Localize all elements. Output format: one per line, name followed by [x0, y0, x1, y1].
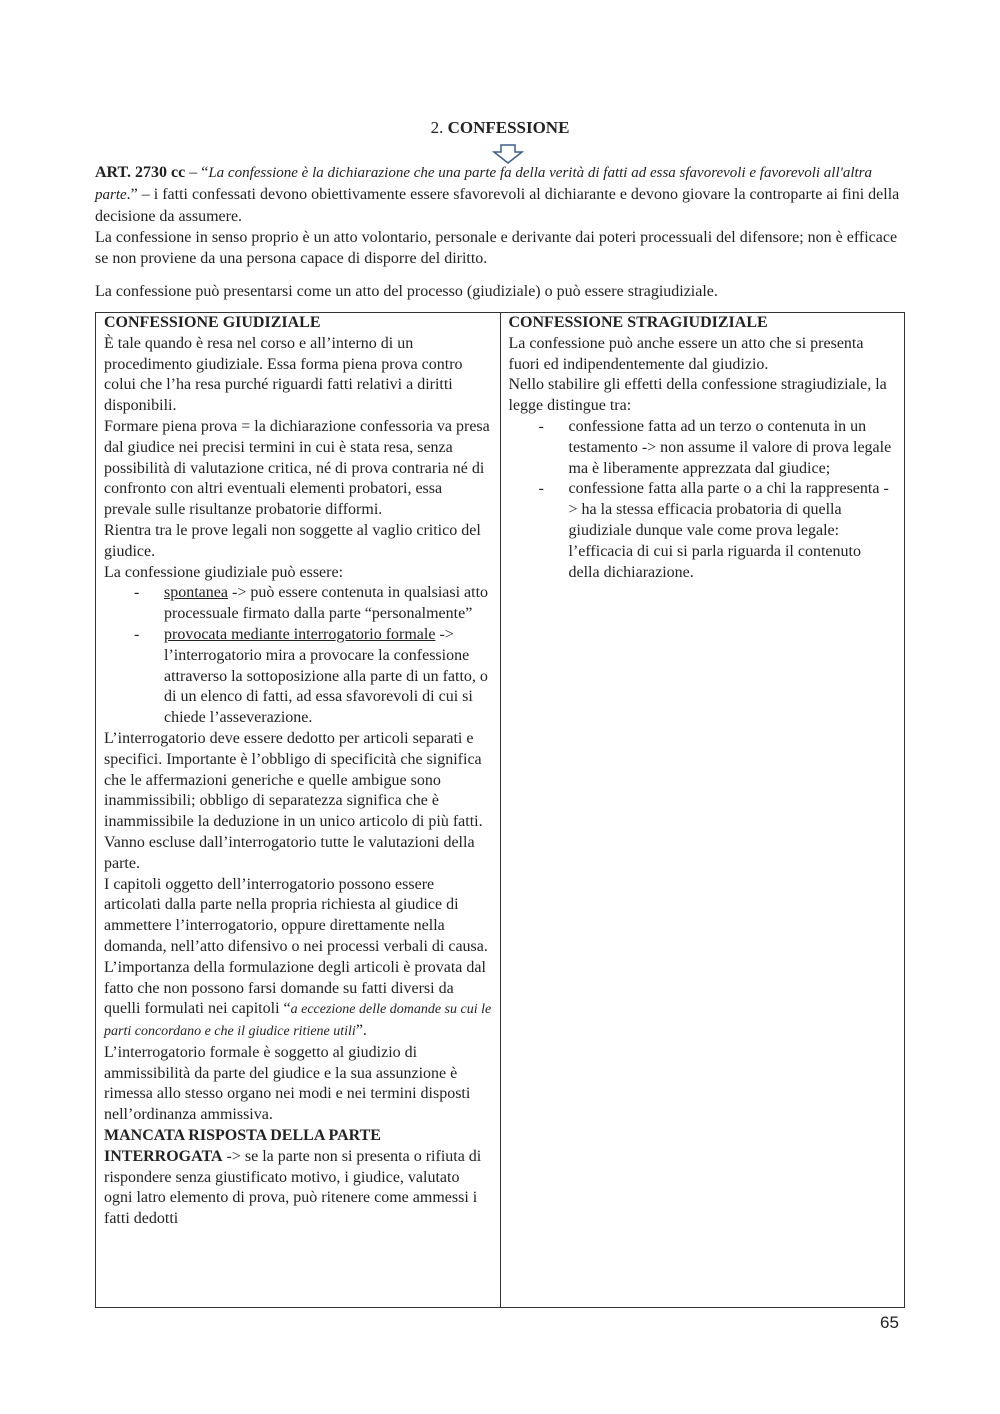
list-item [509, 479, 897, 583]
page-number: 65 [880, 1313, 899, 1332]
list-text: confessione fatta alla parte o a chi la rappresenta -> ha la stessa efficacia probatoria di quella giudiziale dunque vale come prova legale: l’efficacia di cui si parla riguarda il contenuto della dichiarazione. [568, 480, 889, 581]
intro-paragraph-3: La confessione può presentarsi come un atto del processo (giudiziale) o può essere stragiudiziale. [95, 283, 718, 300]
judicial-types-list [104, 583, 492, 729]
article-paragraph [95, 162, 907, 227]
p8-heading: MANCATA RISPOSTA DELLA PARTE INTERROGATA [104, 1127, 381, 1165]
extrajudicial-p2: Nello stabilire gli effetti della confessione stragiudiziale, la legge distingue tra: [508, 376, 887, 415]
p8-text: -> se la parte non si presenta o rifiuta di rispondere senza giustificato motivo, i giudice, valutato ogni latro elemento di prova, può ritenere come ammessi i fatti dedotti [104, 1147, 482, 1228]
extrajudicial-p1: La confessione può anche essere un atto che si presenta fuori ed indipendentemente dal giudizio. [508, 334, 864, 373]
extrajudicial-column [500, 313, 905, 1308]
list-dash: - [538, 480, 544, 498]
dash-separator: – “ [185, 164, 209, 181]
intro-paragraph-2: La confessione in senso proprio è un atto volontario, personale e derivante dai poteri processuali del difensore; non è efficace se non proviene da una persona capace di disporre del diritto. [95, 229, 898, 267]
extrajudicial-types-list [509, 417, 897, 583]
article-quote: La confessione è la dichiarazione che una parte fa della verità di fatti ad essa sfavorevoli e favorevoli all'altra parte [95, 165, 873, 203]
intro-block [95, 162, 907, 302]
section-title: CONFESSIONE [447, 118, 570, 137]
list-text: confessione fatta ad un terzo o contenuta in un testamento -> non assume il valore di prova legale ma è liberamente apprezzata dal giudice; [568, 417, 892, 477]
section-heading [0, 118, 1000, 138]
down-arrow-icon [492, 144, 524, 164]
list-term: spontanea [164, 584, 228, 602]
list-dash: - [134, 584, 140, 602]
judicial-p2: Formare piena prova = la dichiarazione confessoria va presa dal giudice nei precisi termini in cui è stata resa, senza possibilità di valutazione critica, né di prova contraria né di confronto con altri eventuali elementi probatori, essa prevale sulle risultanze probatorie difformi. [104, 417, 490, 519]
p6-end: ”. [355, 1022, 367, 1040]
list-item [104, 625, 492, 729]
judicial-title: CONFESSIONE GIUDIZIALE [104, 314, 321, 331]
p6-start: I capitoli oggetto dell’interrogatorio possono essere articolati dalla parte nella propria richiesta al giudice di ammettere l’interrogatorio, oppure direttamente nella domanda, nell’atto difensivo o nei processi verbali di causa. L’importanza della formulazione degli articoli è provata dal fatto che non possono farsi domande su fatti diversi da quelli formulati nei capitoli “ [104, 875, 488, 1018]
judicial-p7: L’interrogatorio formale è soggetto al giudizio di ammissibilità da parte del giudice e la sua assunzione è rimessa allo stesso organo nei modi e nei termini disposti nell’ordinanza ammissiva. [104, 1043, 471, 1124]
list-text: -> può essere contenuta in qualsiasi atto processuale firmato dalla parte “personalmente” [164, 584, 489, 623]
extrajudicial-title: CONFESSIONE STRAGIUDIZIALE [508, 314, 768, 331]
judicial-p1: È tale quando è resa nel corso e all’interno di un procedimento giudiziale. Essa forma piena prova contro colui che l’ha resa purché riguardi fatti relativi a diritti disponibili. [104, 334, 463, 415]
judicial-p3: Rientra tra le prove legali non soggette al vaglio critico del giudice. [104, 521, 481, 560]
list-item [509, 417, 897, 479]
p6-quote: a eccezione delle domande su cui le parti concordano e che il giudice ritiene utili [104, 1002, 492, 1040]
list-text: -> l’interrogatorio mira a provocare la confessione attraverso la sottoposizione alla parte di un fatto, o di un elenco di fatti, ad essa sfavorevoli di cui si chiede l’asseverazione. [164, 625, 488, 727]
list-term: provocata mediante interrogatorio formale [164, 625, 436, 643]
section-number: 2. [430, 118, 444, 137]
comparison-table [95, 312, 905, 1308]
list-dash: - [134, 625, 140, 643]
judicial-column [96, 313, 501, 1308]
judicial-p5: L’interrogatorio deve essere dedotto per articoli separati e specifici. Importante è l’obbligo di specificità che significa che le affermazioni generiche e quelle ambigue sono inammissibili; obbligo di separatezza significa che è inammissibile la deduzione in un unico articolo di più fatti. Vanno escluse dall’interrogatorio tutte le valutazioni della parte. [104, 729, 483, 872]
list-item [104, 583, 492, 625]
judicial-p8 [104, 1126, 492, 1230]
article-explanation: .” – i fatti confessati devono obiettivamente essere sfavorevoli al dichiarante e devono giovare la controparte ai fini della decisione da assumere. [95, 186, 900, 225]
judicial-p4: La confessione giudiziale può essere: [104, 563, 344, 581]
list-dash: - [538, 417, 544, 435]
article-reference: ART. 2730 cc [95, 164, 186, 181]
judicial-p6 [104, 875, 492, 1043]
